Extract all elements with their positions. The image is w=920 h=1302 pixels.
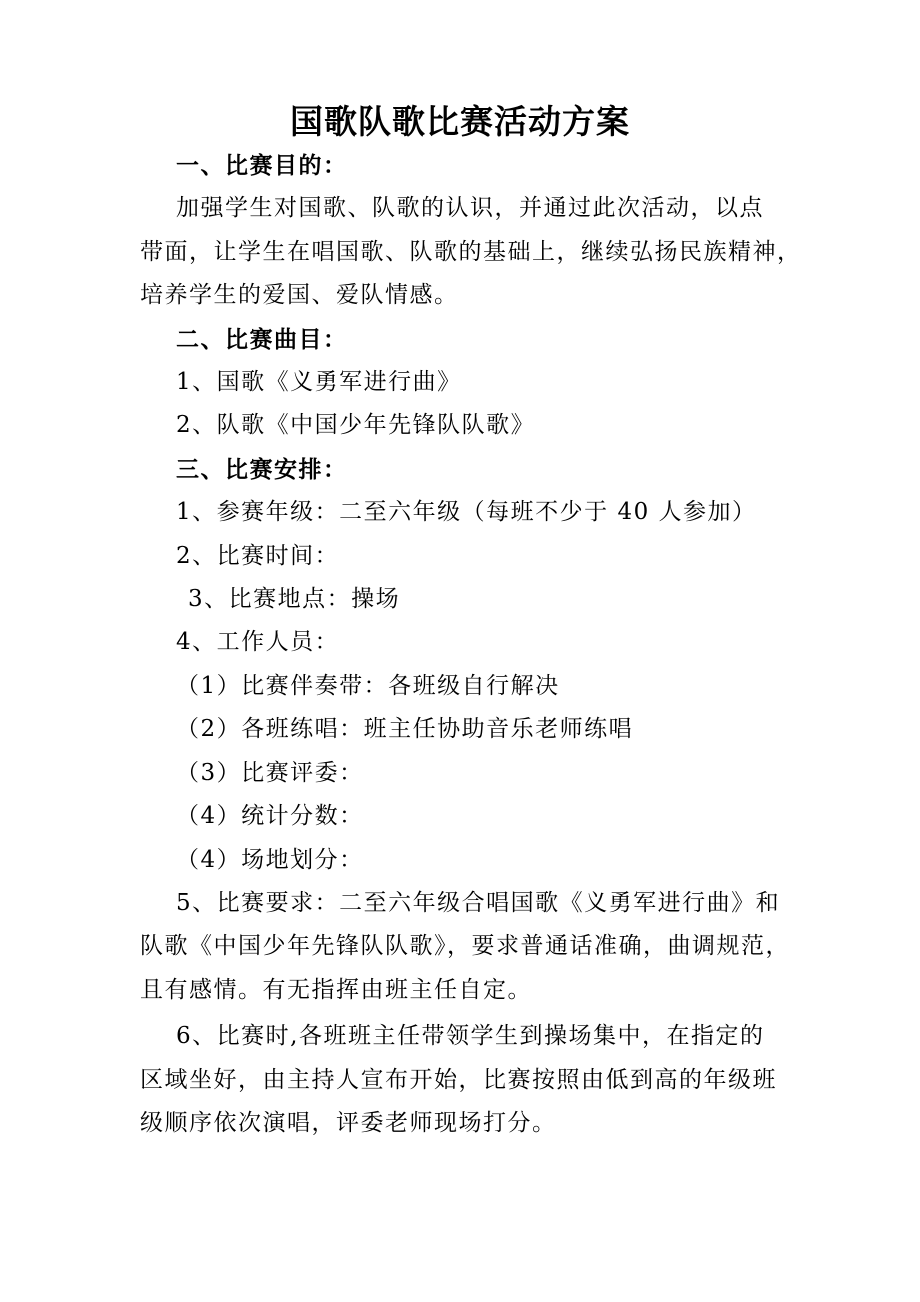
document-title: 国歌队歌比赛活动方案 bbox=[290, 102, 630, 141]
paragraph-line: 级顺序依次演唱，评委老师现场打分。 bbox=[140, 1109, 557, 1136]
list-item: 1、国歌《义勇军进行曲》 bbox=[176, 369, 462, 396]
section-heading-purpose: 一、比赛目的： bbox=[176, 152, 348, 179]
paragraph-line: 培养学生的爱国、爱队情感。 bbox=[140, 282, 459, 309]
paragraph-line: 且有感情。有无指挥由班主任自定。 bbox=[140, 976, 532, 1003]
sub-list-item: （4）统计分数： bbox=[176, 803, 364, 830]
sub-list-item: （4）场地划分： bbox=[176, 846, 364, 873]
list-item: 4、工作人员： bbox=[176, 629, 340, 656]
paragraph-line: 带面，让学生在唱国歌、队歌的基础上，继续弘扬民族精神， bbox=[140, 238, 802, 265]
paragraph-line: 加强学生对国歌、队歌的认识，并通过此次活动，以点 bbox=[176, 195, 764, 222]
section-heading-arrangement: 三、比赛安排： bbox=[176, 455, 348, 483]
sub-list-item: （1）比赛伴奏带：各班级自行解决 bbox=[176, 672, 560, 699]
sub-list-item: （2）各班练唱：班主任协助音乐老师练唱 bbox=[176, 716, 634, 743]
paragraph-line: 5、比赛要求：二至六年级合唱国歌《义勇军进行曲》和 bbox=[176, 889, 781, 916]
list-item: 3、比赛地点：操场 bbox=[188, 586, 401, 613]
list-item: 1、参赛年级：二至六年级（每班不少于 40 人参加） bbox=[176, 499, 757, 526]
section-heading-songs: 二、比赛曲目： bbox=[176, 325, 348, 353]
list-item: 2、队歌《中国少年先锋队队歌》 bbox=[176, 412, 536, 439]
paragraph-line: 区域坐好，由主持人宣布开始，比赛按照由低到高的年级班 bbox=[140, 1066, 777, 1093]
list-item: 2、比赛时间： bbox=[176, 542, 340, 569]
sub-list-item: （3）比赛评委： bbox=[176, 759, 364, 786]
paragraph-line: 6、比赛时,各班班主任带领学生到操场集中，在指定的 bbox=[176, 1023, 765, 1050]
paragraph-line: 队歌《中国少年先锋队队歌》，要求普通话准确，曲调规范， bbox=[140, 933, 790, 960]
